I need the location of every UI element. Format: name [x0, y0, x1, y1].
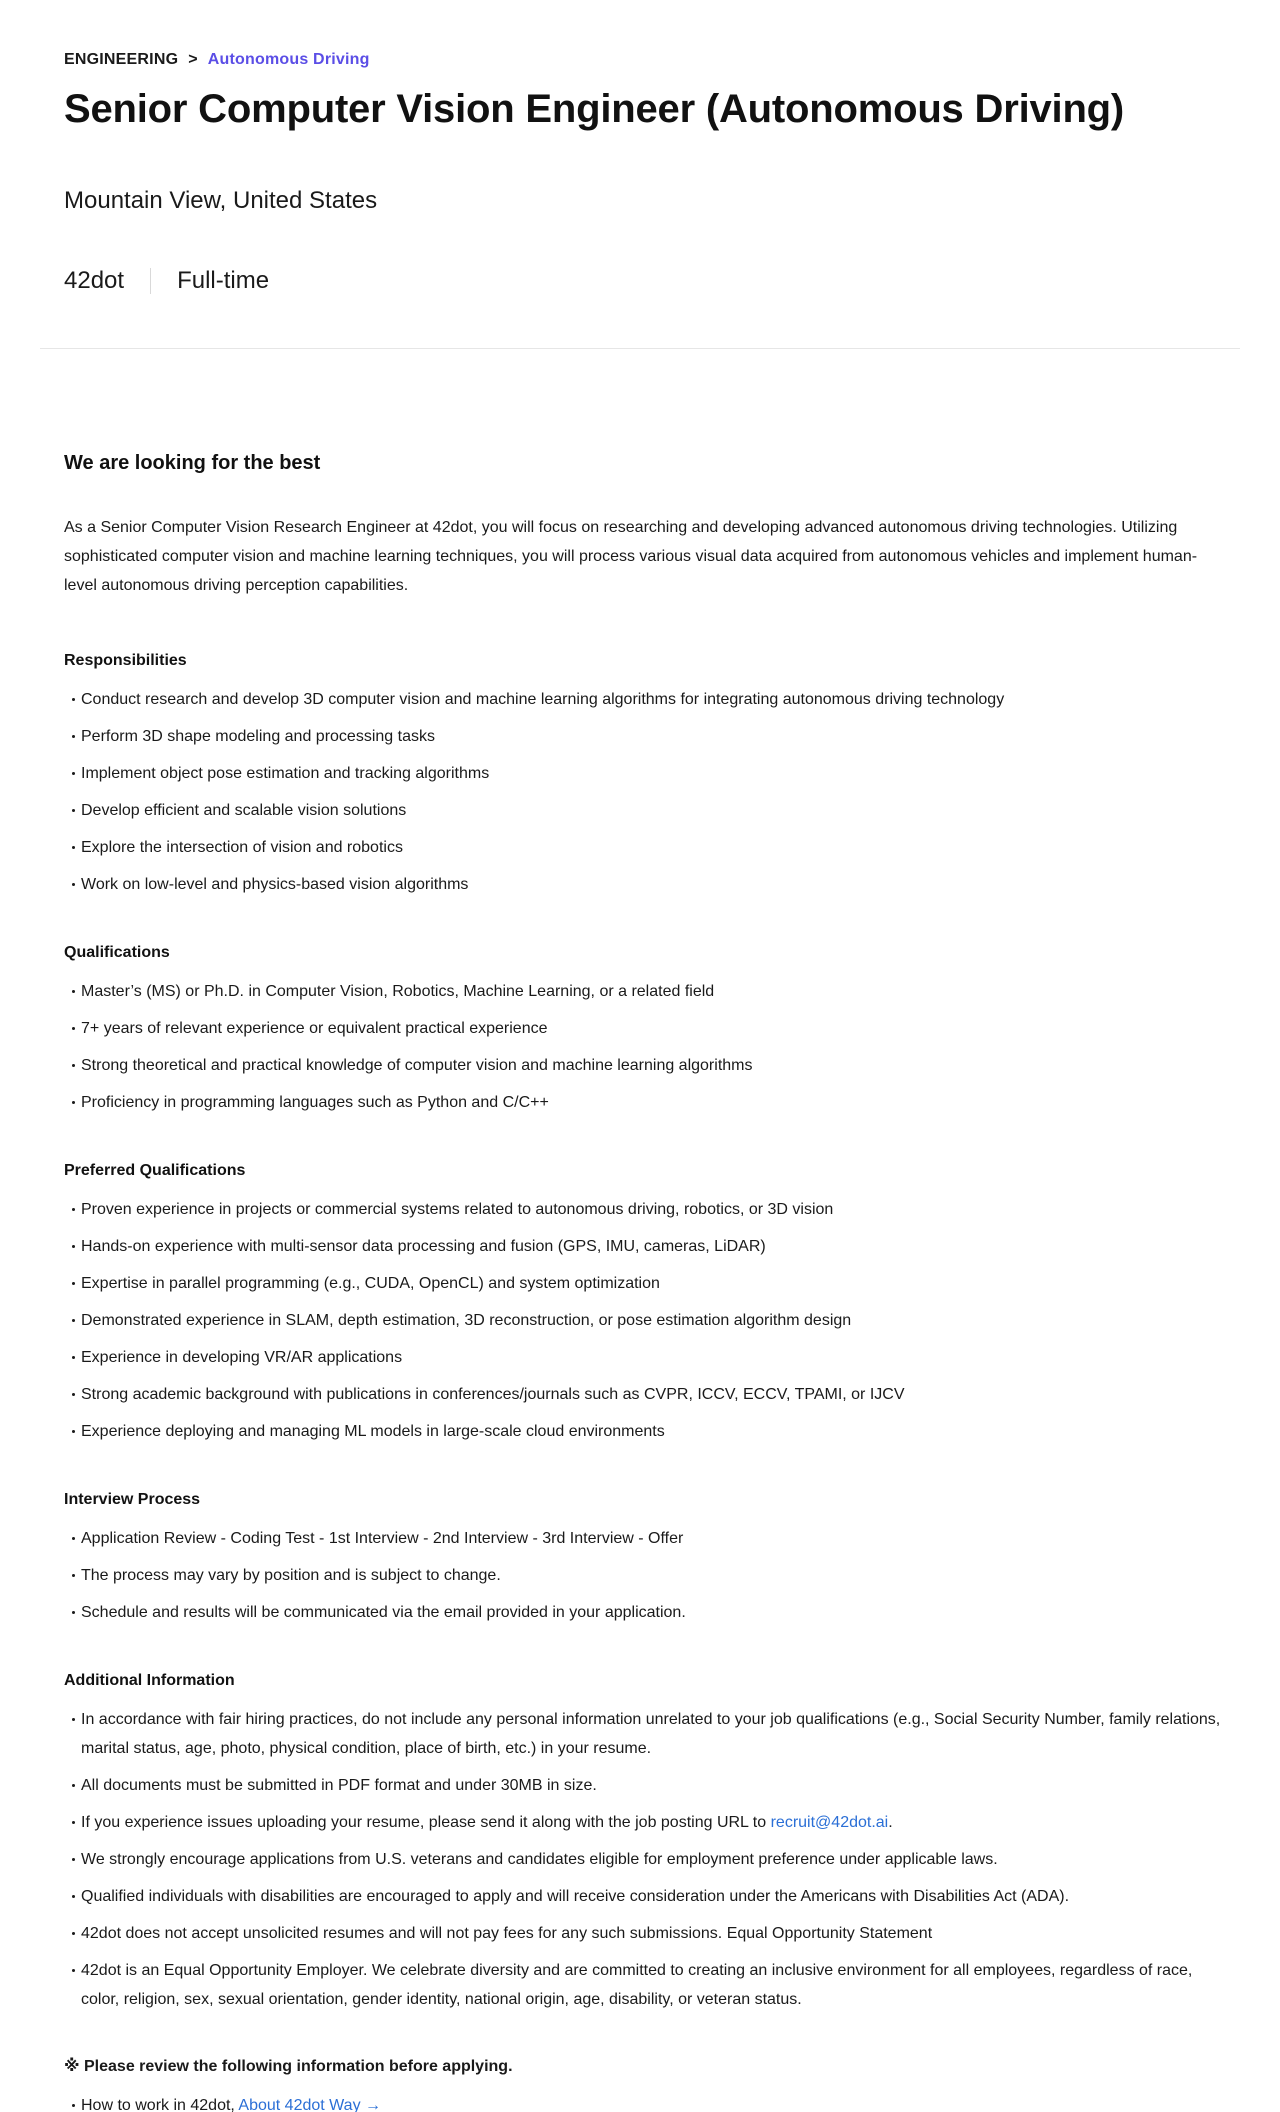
preferred-qualifications-list: [64, 1195, 1216, 1446]
list-item: Qualified individuals with disabilities are encouraged to apply and will receive consideration under the Americans with Disabilities Act (ADA).: [64, 1882, 1224, 1911]
interview-process-list: [64, 1524, 1216, 1627]
bullet-icon: [72, 1611, 75, 1614]
qualifications-title: Qualifications: [64, 944, 170, 961]
bullet-icon: [72, 1245, 75, 1248]
responsibilities-title: Responsibilities: [64, 652, 187, 669]
list-item: If you experience issues uploading your resume, please send it along with the job posting URL to recruit@42dot.ai.: [64, 1808, 1224, 1837]
bullet-icon: [72, 1895, 75, 1898]
list-item: Strong theoretical and practical knowledge of computer vision and machine learning algorithms: [64, 1051, 1224, 1080]
list-item: Expertise in parallel programming (e.g., CUDA, OpenCL) and system optimization: [64, 1269, 1224, 1298]
bullet-icon: [72, 1319, 75, 1322]
list-item: Perform 3D shape modeling and processing tasks: [64, 722, 1224, 751]
company-name: 42dot: [64, 267, 125, 294]
intro-heading: We are looking for the best: [64, 452, 321, 474]
bullet-icon: [72, 1858, 75, 1861]
bullet-icon: [72, 883, 75, 886]
breadcrumb-current[interactable]: Autonomous Driving: [207, 51, 370, 68]
bullet-icon: [72, 2104, 75, 2107]
qualifications-list: [64, 977, 1216, 1117]
bullet-icon: [72, 1064, 75, 1067]
list-item: 42dot is an Equal Opportunity Employer. We celebrate diversity and are committed to creating an inclusive environment for all employees, regardless of race, color, religion, sex, sexual orientation, gender identity, national origin, age, disability, or veteran status.: [64, 1956, 1224, 2014]
list-item: We strongly encourage applications from U.S. veterans and candidates eligible for employment preference under applicable laws.: [64, 1845, 1224, 1874]
job-title: Senior Computer Vision Engineer (Autonomous Driving): [64, 87, 1125, 131]
bullet-icon: [72, 1430, 75, 1433]
notice-list: [64, 2091, 1216, 2112]
bullet-icon: [72, 990, 75, 993]
bullet-icon: [72, 846, 75, 849]
bullet-icon: [72, 1932, 75, 1935]
bullet-icon: [72, 1027, 75, 1030]
bullet-icon: [72, 698, 75, 701]
bullet-icon: [72, 1356, 75, 1359]
additional-information-section: [64, 1670, 1221, 2014]
list-item: Proficiency in programming languages such as Python and C/C++: [64, 1088, 1224, 1117]
list-item: 42dot does not accept unsolicited resumes and will not pay fees for any such submissions. Equal Opportunity Statement: [64, 1919, 1224, 1948]
list-item: Conduct research and develop 3D computer vision and machine learning algorithms for integrating autonomous driving technology: [64, 685, 1224, 714]
list-item: Application Review - Coding Test - 1st Interview - 2nd Interview - 3rd Interview - Offer: [64, 1524, 1224, 1553]
bullet-icon: [72, 772, 75, 775]
list-item: Demonstrated experience in SLAM, depth estimation, 3D reconstruction, or pose estimation algorithm design: [64, 1306, 1224, 1335]
recruit-email-link[interactable]: recruit@42dot.ai: [770, 1814, 889, 1831]
list-item: Strong academic background with publications in conferences/journals such as CVPR, ICCV, ECCV, TPAMI, or IJCV: [64, 1380, 1224, 1409]
breadcrumb-root[interactable]: ENGINEERING: [64, 51, 179, 68]
list-item: Implement object pose estimation and tracking algorithms: [64, 759, 1224, 788]
bullet-icon: [72, 1282, 75, 1285]
bullet-icon: [72, 1969, 75, 1972]
intro-text: As a Senior Computer Vision Research Engineer at 42dot, you will focus on researching and developing advanced autonomous driving technologies. Utilizing sophisticated computer vision and machine learning techniques, you will process various visual data acquired from autonomous vehicles and implement human-level autonomous driving perception capabilities.: [64, 519, 1198, 594]
list-item: Proven experience in projects or commercial systems related to autonomous driving, robotics, or 3D vision: [64, 1195, 1224, 1224]
meta-divider: [150, 268, 151, 294]
preferred-qualifications-section: [64, 1160, 1216, 1446]
job-meta: [64, 266, 1216, 296]
job-location: Mountain View, United States: [64, 187, 378, 214]
bullet-icon: [72, 1537, 75, 1540]
additional-information-title: Additional Information: [64, 1672, 235, 1689]
bullet-icon: [72, 735, 75, 738]
list-item: In accordance with fair hiring practices, do not include any personal information unrelated to your job qualifications (e.g., Social Security Number, family relations, marital status, age, photo, physical condition, place of birth, etc.) in your resume.: [64, 1705, 1224, 1763]
list-item: Work on low-level and physics-based vision algorithms: [64, 870, 1224, 899]
list-item: 7+ years of relevant experience or equivalent practical experience: [64, 1014, 1224, 1043]
bullet-icon: [72, 1208, 75, 1211]
about-42dot-way-link[interactable]: About 42dot Way →: [238, 2097, 382, 2112]
list-item: Experience deploying and managing ML models in large-scale cloud environments: [64, 1417, 1224, 1446]
list-item: Master’s (MS) or Ph.D. in Computer Vision, Robotics, Machine Learning, or a related field: [64, 977, 1224, 1006]
job-header: [0, 0, 1280, 296]
qualifications-section: [64, 942, 1216, 1117]
list-item: Experience in developing VR/AR applications: [64, 1343, 1224, 1372]
responsibilities-list: [64, 685, 1216, 899]
list-item: Explore the intersection of vision and robotics: [64, 833, 1224, 862]
bullet-icon: [72, 1393, 75, 1396]
responsibilities-section: [64, 650, 1216, 899]
list-item: How to work in 42dot, About 42dot Way →: [64, 2091, 1224, 2112]
additional-information-list: [64, 1705, 1221, 2014]
interview-process-title: Interview Process: [64, 1491, 201, 1508]
breadcrumb-separator: >: [188, 51, 198, 68]
employment-type: Full-time: [177, 267, 270, 294]
job-description: [0, 349, 1280, 2112]
bullet-icon: [72, 1101, 75, 1104]
bullet-icon: [72, 1574, 75, 1577]
bullet-icon: [72, 1718, 75, 1721]
bullet-icon: [72, 1784, 75, 1787]
list-item: All documents must be submitted in PDF format and under 30MB in size.: [64, 1771, 1224, 1800]
list-item: Hands-on experience with multi-sensor data processing and fusion (GPS, IMU, cameras, LiDAR): [64, 1232, 1224, 1261]
list-item: Schedule and results will be communicated via the email provided in your application.: [64, 1598, 1224, 1627]
list-item: Develop efficient and scalable vision solutions: [64, 796, 1224, 825]
list-item: The process may vary by position and is subject to change.: [64, 1561, 1224, 1590]
bullet-icon: [72, 1821, 75, 1824]
preferred-qualifications-title: Preferred Qualifications: [64, 1162, 246, 1179]
notice-heading: ※ Please review the following information before applying.: [64, 2058, 513, 2075]
breadcrumb: [64, 50, 1216, 70]
interview-process-section: [64, 1489, 1216, 1627]
bullet-icon: [72, 809, 75, 812]
